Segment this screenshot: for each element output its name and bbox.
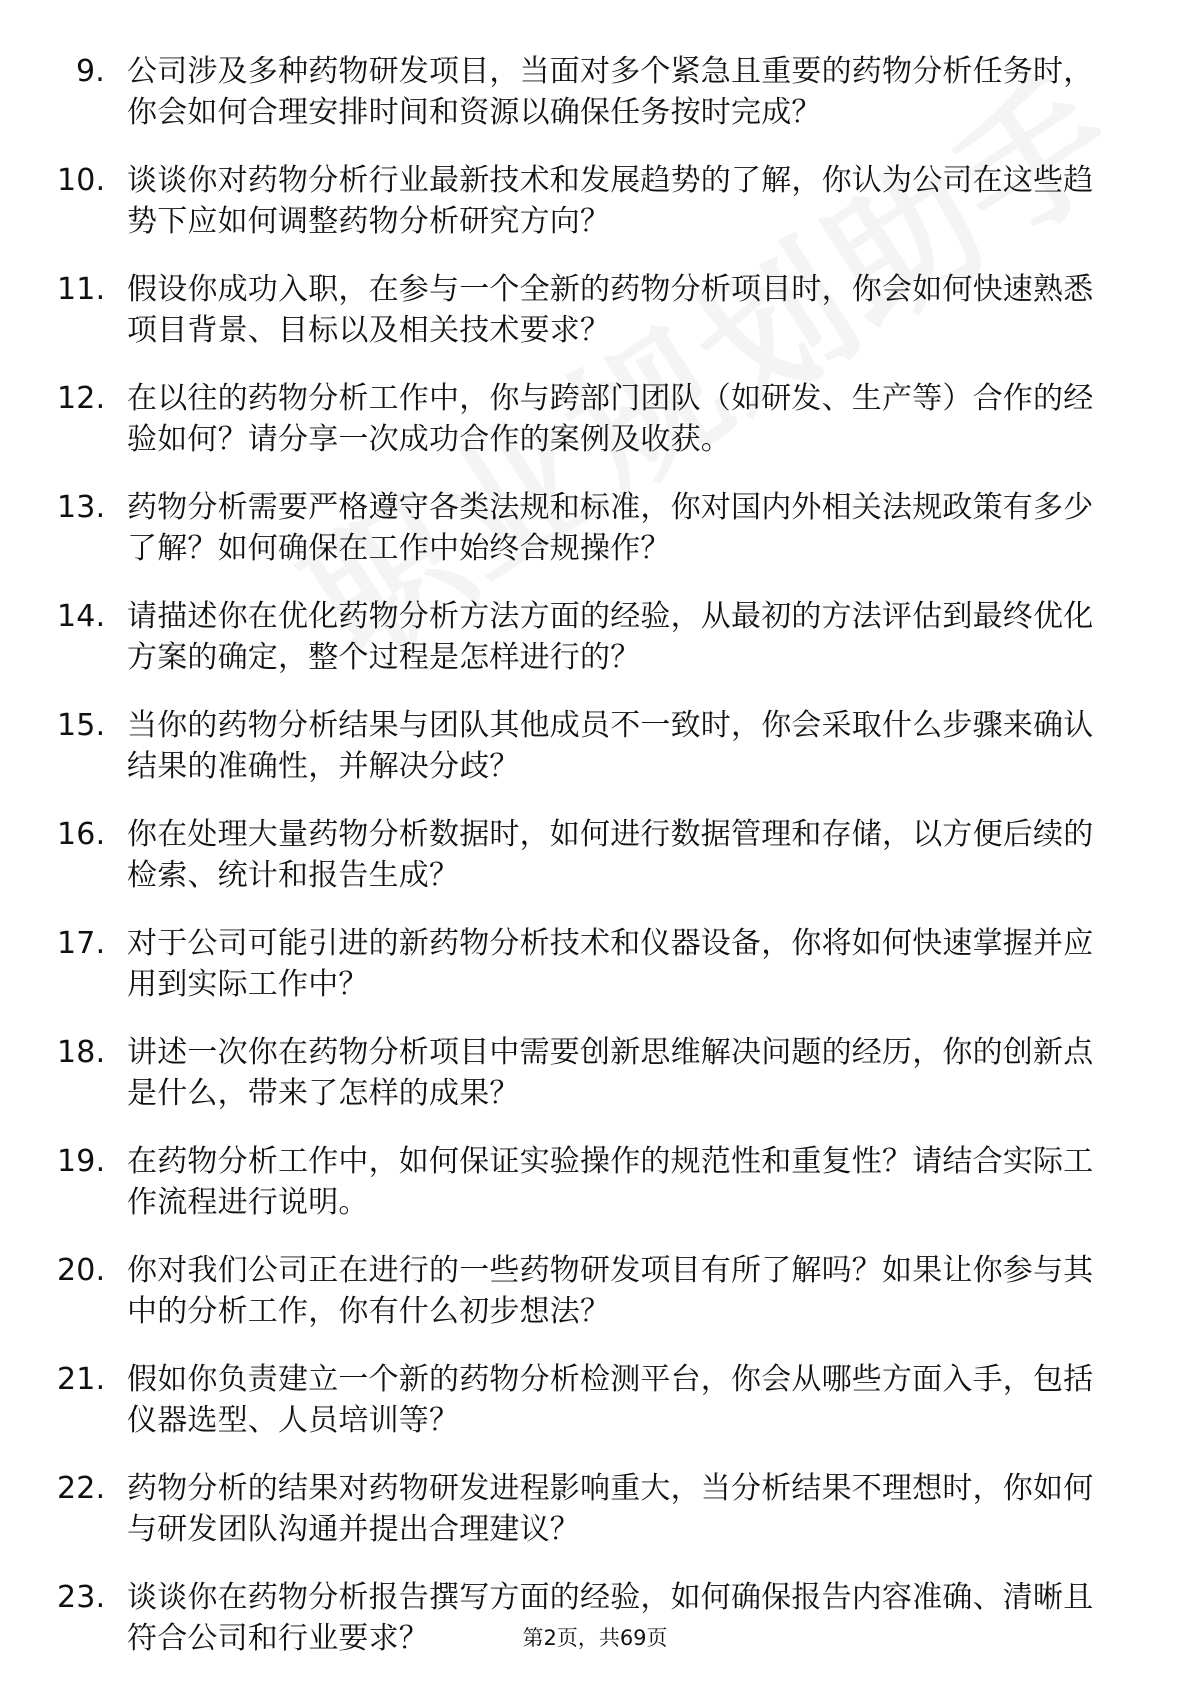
question-text: 讲述一次你在药物分析项目中需要创新思维解决问题的经历，你的创新点是什么，带来了怎样的成果？ <box>127 1035 1094 1111</box>
question-item <box>57 923 1117 1005</box>
question-item <box>57 487 1117 569</box>
question-text: 谈谈你对药物分析行业最新技术和发展趋势的了解，你认为公司在这些趋势下应如何调整药物分析研究方向？ <box>127 163 1094 239</box>
question-number: 12. <box>57 381 106 416</box>
question-text: 你对我们公司正在进行的一些药物研发项目有所了解吗？如果让你参与其中的分析工作，你有什么初步想法？ <box>127 1253 1094 1329</box>
question-number: 15. <box>57 708 106 743</box>
question-item <box>57 596 1117 678</box>
question-item <box>57 1250 1117 1332</box>
question-number: 22. <box>57 1471 106 1506</box>
question-text: 药物分析需要严格遵守各类法规和标准，你对国内外相关法规政策有多少了解？如何确保在工作中始终合规操作？ <box>127 490 1094 566</box>
question-text: 公司涉及多种药物研发项目，当面对多个紧急且重要的药物分析任务时，你会如何合理安排时间和资源以确保任务按时完成？ <box>127 54 1094 130</box>
question-item <box>57 705 1117 787</box>
page-footer <box>0 1624 1190 1652</box>
question-number: 14. <box>57 599 106 634</box>
question-number: 21. <box>57 1362 106 1397</box>
question-number: 23. <box>57 1580 106 1615</box>
question-item <box>57 160 1117 242</box>
question-list <box>57 51 1117 1686</box>
question-text: 你在处理大量药物分析数据时，如何进行数据管理和存储，以方便后续的检索、统计和报告生成？ <box>127 817 1094 893</box>
question-number: 18. <box>57 1035 106 1070</box>
question-text: 假设你成功入职，在参与一个全新的药物分析项目时，你会如何快速熟悉项目背景、目标以及相关技术要求？ <box>127 272 1094 348</box>
question-item <box>57 1359 1117 1441</box>
question-text: 在以往的药物分析工作中，你与跨部门团队（如研发、生产等）合作的经验如何？请分享一次成功合作的案例及收获。 <box>127 381 1094 457</box>
question-item <box>57 378 1117 460</box>
question-text: 对于公司可能引进的新药物分析技术和仪器设备，你将如何快速掌握并应用到实际工作中？ <box>127 926 1094 1002</box>
question-number: 13. <box>57 490 106 525</box>
question-text: 假如你负责建立一个新的药物分析检测平台，你会从哪些方面入手，包括仪器选型、人员培训等？ <box>127 1362 1094 1438</box>
question-text: 当你的药物分析结果与团队其他成员不一致时，你会采取什么步骤来确认结果的准确性，并解决分歧？ <box>127 708 1094 784</box>
page-number-label: 第2页，共69页 <box>522 1626 668 1650</box>
question-number: 16. <box>57 817 106 852</box>
question-item <box>57 1032 1117 1114</box>
question-item <box>57 1468 1117 1550</box>
question-item <box>57 51 1117 133</box>
question-item <box>57 814 1117 896</box>
question-number: 19. <box>57 1144 106 1179</box>
question-text: 在药物分析工作中，如何保证实验操作的规范性和重复性？请结合实际工作流程进行说明。 <box>127 1144 1094 1220</box>
question-number: 20. <box>57 1253 106 1288</box>
question-number: 11. <box>57 272 106 307</box>
question-number: 10. <box>57 163 106 198</box>
question-item <box>57 1141 1117 1223</box>
question-number: 17. <box>57 926 106 961</box>
question-number: 9. <box>75 54 105 89</box>
question-text: 药物分析的结果对药物研发进程影响重大，当分析结果不理想时，你如何与研发团队沟通并提出合理建议？ <box>127 1471 1094 1547</box>
question-item <box>57 269 1117 351</box>
question-text: 请描述你在优化药物分析方法方面的经验，从最初的方法评估到最终优化方案的确定，整个过程是怎样进行的？ <box>127 599 1094 675</box>
question-text: 谈谈你在药物分析报告撰写方面的经验，如何确保报告内容准确、清晰且符合公司和行业要求？ <box>127 1580 1094 1656</box>
